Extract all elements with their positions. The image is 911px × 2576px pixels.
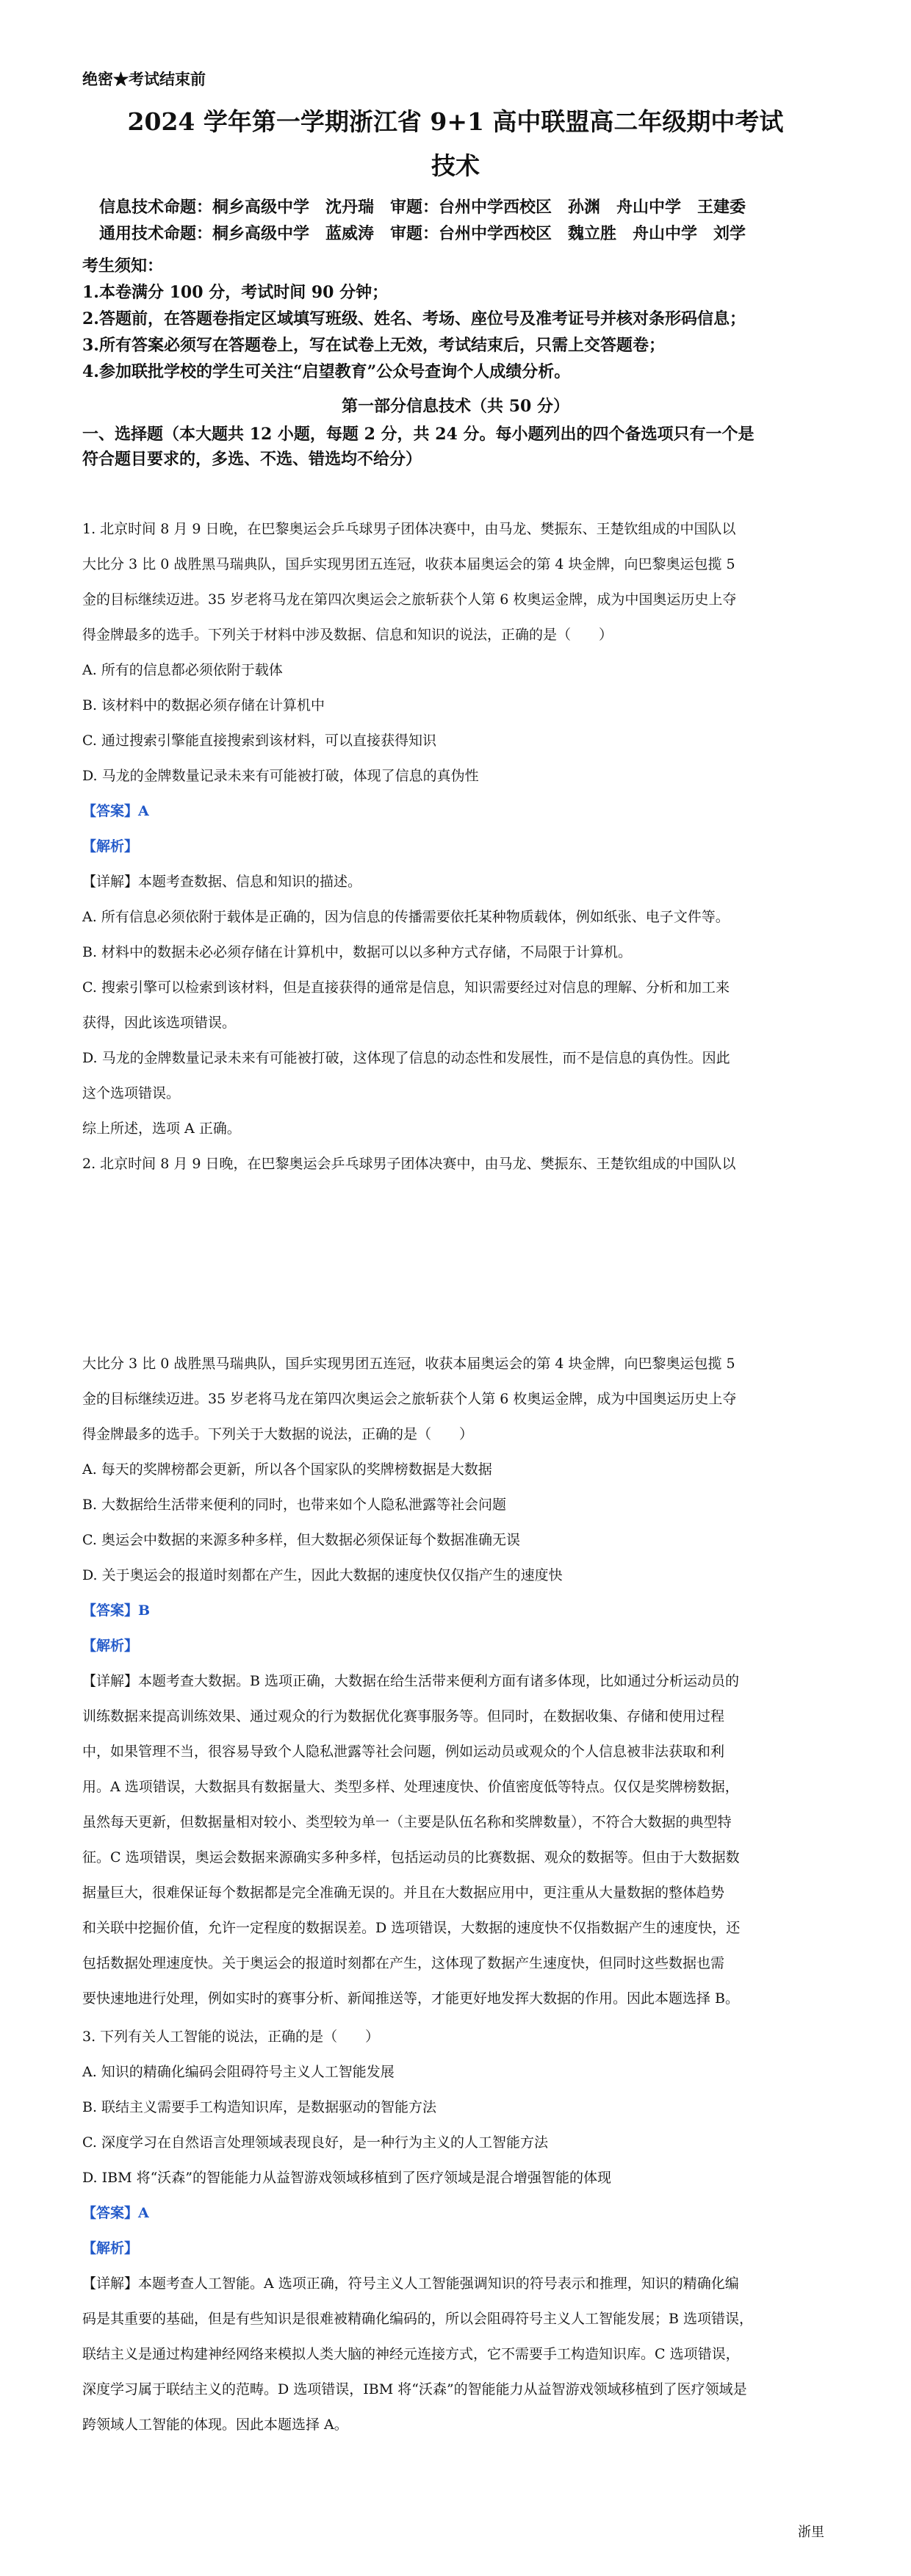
exam-notes (82, 253, 841, 385)
option-d: D. 关于奥运会的报道时刻都在产生，因此大数据的速度快仅仅指产生的速度快 (82, 1567, 563, 1583)
detail-line: 虽然每天更新，但数据量相对较小、类型较为单一（主要是队伍名称和奖牌数量），不符合大数据的典型特 (82, 1814, 732, 1830)
detail-line: 综上所述，选项 A 正确。 (82, 1120, 241, 1137)
question-3 (82, 2019, 841, 2442)
part-title: 第一部分信息技术（共 50 分） (342, 397, 569, 416)
option-a: A. 知识的精确化编码会阻碍符号主义人工智能发展 (82, 2064, 395, 2080)
detail-line: C. 搜索引擎可以检索到该材料，但是直接获得的通常是信息，知识需要经过对信息的理解、分析和加工来 (82, 979, 730, 996)
question-stem-line: 得金牌最多的选手。下列关于大数据的说法，正确的是（ ） (82, 1426, 474, 1442)
detail-line: 获得，因此该选项错误。 (82, 1015, 237, 1031)
question-stem-line: 3. 下列有关人工智能的说法，正确的是（ ） (82, 2029, 380, 2045)
answer-label: 【答案】A (82, 2205, 149, 2221)
option-c: C. 通过搜索引擎能直接搜索到该材料，可以直接获得知识 (82, 733, 436, 749)
question-stem-line: 得金牌最多的选手。下列关于材料中涉及数据、信息和知识的说法，正确的是（ ） (82, 627, 613, 643)
detail-line: B. 材料中的数据未必必须存储在计算机中，数据可以以多种方式存储，不局限于计算机。 (82, 944, 633, 960)
detail-line: 据量巨大，很难保证每个数据都是完全准确无误的。并且在大数据应用中，更注重从大量数据的整体趋势 (82, 1885, 725, 1901)
option-b: B. 该材料中的数据必须存储在计算机中 (82, 697, 325, 713)
exam-title: 2024 学年第一学期浙江省 9+1 高中联盟高二年级期中考试 (127, 107, 784, 136)
author-line: 信息技术命题：桐乡高级中学 沈丹瑞 审题：台州中学西校区 孙渊 舟山中学 王建委 (99, 198, 746, 217)
analysis-label: 【解析】 (82, 838, 139, 855)
subject-title: 技术 (431, 151, 480, 180)
detail-line: 用。A 选项错误，大数据具有数据量大、类型多样、处理速度快、价值密度低等特点。仅仅是奖牌榜数据， (82, 1779, 739, 1795)
detail-line: 包括数据处理速度快。关于奥运会的报道时刻都在产生，这体现了数据产生速度快，但同时这些数据也需 (82, 1955, 725, 1971)
answer-label: 【答案】A (82, 803, 149, 819)
detail-line: A. 所有信息必须依附于载体是正确的，因为信息的传播需要依托某种物质载体，例如纸张、电子文件等。 (82, 909, 730, 925)
option-a: A. 所有的信息都必须依附于载体 (82, 662, 283, 678)
question-stem-line: 2. 北京时间 8 月 9 日晚，在巴黎奥运会乒乓球男子团体决赛中，由马龙、樊振东、王楚钦组成的中国队以 (82, 1156, 736, 1172)
detail-line: 深度学习属于联结主义的范畴。D 选项错误，IBM 将“沃森”的智能能力从益智游戏领域移植到了医疗领域是 (82, 2381, 747, 2397)
notes-heading: 考生须知： (82, 256, 164, 276)
analysis-label: 【解析】 (82, 2240, 139, 2256)
detail-line: 训练数据来提高训练效果、通过观众的行为数据优化赛事服务等。但同时，在数据收集、存储和使用过程 (82, 1708, 725, 1724)
detail-line: D. 马龙的金牌数量记录未来有可能被打破，这体现了信息的动态性和发展性，而不是信息的真伪性。因此 (82, 1050, 730, 1066)
detail-line: 【详解】本题考查数据、信息和知识的描述。 (82, 874, 362, 890)
question-stem-line: 大比分 3 比 0 战胜黑马瑞典队，国乒实现男团五连冠，收获本届奥运会的第 4 块金牌，向巴黎奥运包揽 5 (82, 1356, 735, 1372)
question-stem-line: 金的目标继续迈进。35 岁老将马龙在第四次奥运会之旅斩获个人第 6 枚奥运金牌，成为中国奥运历史上夺 (82, 1391, 737, 1407)
option-a: A. 每天的奖牌榜都会更新，所以各个国家队的奖牌榜数据是大数据 (82, 1461, 492, 1478)
notes-item: 3.所有答案必须写在答题卷上，写在试卷上无效，考试结束后，只需上交答题卷； (82, 336, 665, 355)
option-d: D. 马龙的金牌数量记录未来有可能被打破，体现了信息的真伪性 (82, 768, 479, 784)
notes-item: 4.参加联批学校的学生可关注“启望教育”公众号查询个人成绩分析。 (82, 362, 571, 381)
detail-line: 和关联中挖掘价值，允许一定程度的数据误差。D 选项错误，大数据的速度快不仅指数据产生的速度快，还 (82, 1920, 741, 1936)
option-d: D. IBM 将“沃森”的智能能力从益智游戏领域移植到了医疗领域是混合增强智能的体现 (82, 2170, 612, 2186)
answer-label: 【答案】B (82, 1602, 151, 1619)
detail-line: 联结主义是通过构建神经网络来模拟人类大脑的神经元连接方式，它不需要手工构造知识库。C 选项错误， (82, 2346, 740, 2362)
question-stem-line: 金的目标继续迈进。35 岁老将马龙在第四次奥运会之旅斩获个人第 6 枚奥运金牌，成为中国奥运历史上夺 (82, 591, 737, 608)
detail-line: 码是其重要的基础，但是有些知识是很难被精确化编码的，所以会阻碍符号主义人工智能发展；B 选项错误， (82, 2311, 754, 2327)
detail-line: 【详解】本题考查大数据。B 选项正确，大数据在给生活带来便利方面有诸多体现，比如通过分析运动员的 (82, 1673, 740, 1689)
secret-label: 绝密★考试结束前 (82, 70, 206, 88)
question-stem-line: 大比分 3 比 0 战胜黑马瑞典队，国乒实现男团五连冠，收获本届奥运会的第 4 块金牌，向巴黎奥运包揽 5 (82, 556, 735, 572)
question-stem-line: 1. 北京时间 8 月 9 日晚，在巴黎奥运会乒乓球男子团体决赛中，由马龙、樊振东、王楚钦组成的中国队以 (82, 521, 736, 537)
detail-line: 跨领域人工智能的体现。因此本题选择 A。 (82, 2417, 348, 2433)
question-2 (82, 1346, 841, 2016)
detail-line: 中，如果管理不当，很容易导致个人隐私泄露等社会问题，例如运动员或观众的个人信息被非法获取和利 (82, 1744, 725, 1760)
detail-line: 要快速地进行处理，例如实时的赛事分析、新闻推送等，才能更好地发挥大数据的作用。因此本题选择 B。 (82, 1990, 740, 2007)
author-line: 通用技术命题：桐乡高级中学 蓝威涛 审题：台州中学西校区 魏立胜 舟山中学 刘学 (99, 224, 746, 243)
option-b: B. 大数据给生活带来便利的同时，也带来如个人隐私泄露等社会问题 (82, 1497, 507, 1513)
analysis-label: 【解析】 (82, 1638, 139, 1654)
option-c: C. 奥运会中数据的来源多种多样，但大数据必须保证每个数据准确无误 (82, 1532, 520, 1548)
section-heading (82, 422, 841, 472)
detail-line: 征。C 选项错误，奥运会数据来源确实多种多样，包括运动员的比赛数据、观众的数据等。但由于大数据数 (82, 1849, 740, 1866)
detail-line: 【详解】本题考查人工智能。A 选项正确，符号主义人工智能强调知识的符号表示和推理，知识的精确化编 (82, 2275, 739, 2292)
notes-item: 2.答题前，在答题卷指定区域填写班级、姓名、考场、座位号及准考证号并核对条形码信息； (82, 309, 746, 328)
author-list (99, 194, 841, 247)
option-b: B. 联结主义需要手工构造知识库，是数据驱动的智能方法 (82, 2099, 437, 2115)
notes-item: 1.本卷满分 100 分，考试时间 90 分钟； (82, 283, 389, 302)
section-line: 一、选择题（本大题共 12 小题，每题 2 分，共 24 分。每小题列出的四个备选项只有一个是 (82, 425, 755, 444)
detail-line: 这个选项错误。 (82, 1085, 181, 1101)
page-footer: 浙里 (798, 2525, 824, 2540)
question-1 (82, 511, 841, 1181)
option-c: C. 深度学习在自然语言处理领域表现良好，是一种行为主义的人工智能方法 (82, 2134, 548, 2151)
section-line: 符合题目要求的，多选、不选、错选均不给分） (82, 450, 422, 469)
